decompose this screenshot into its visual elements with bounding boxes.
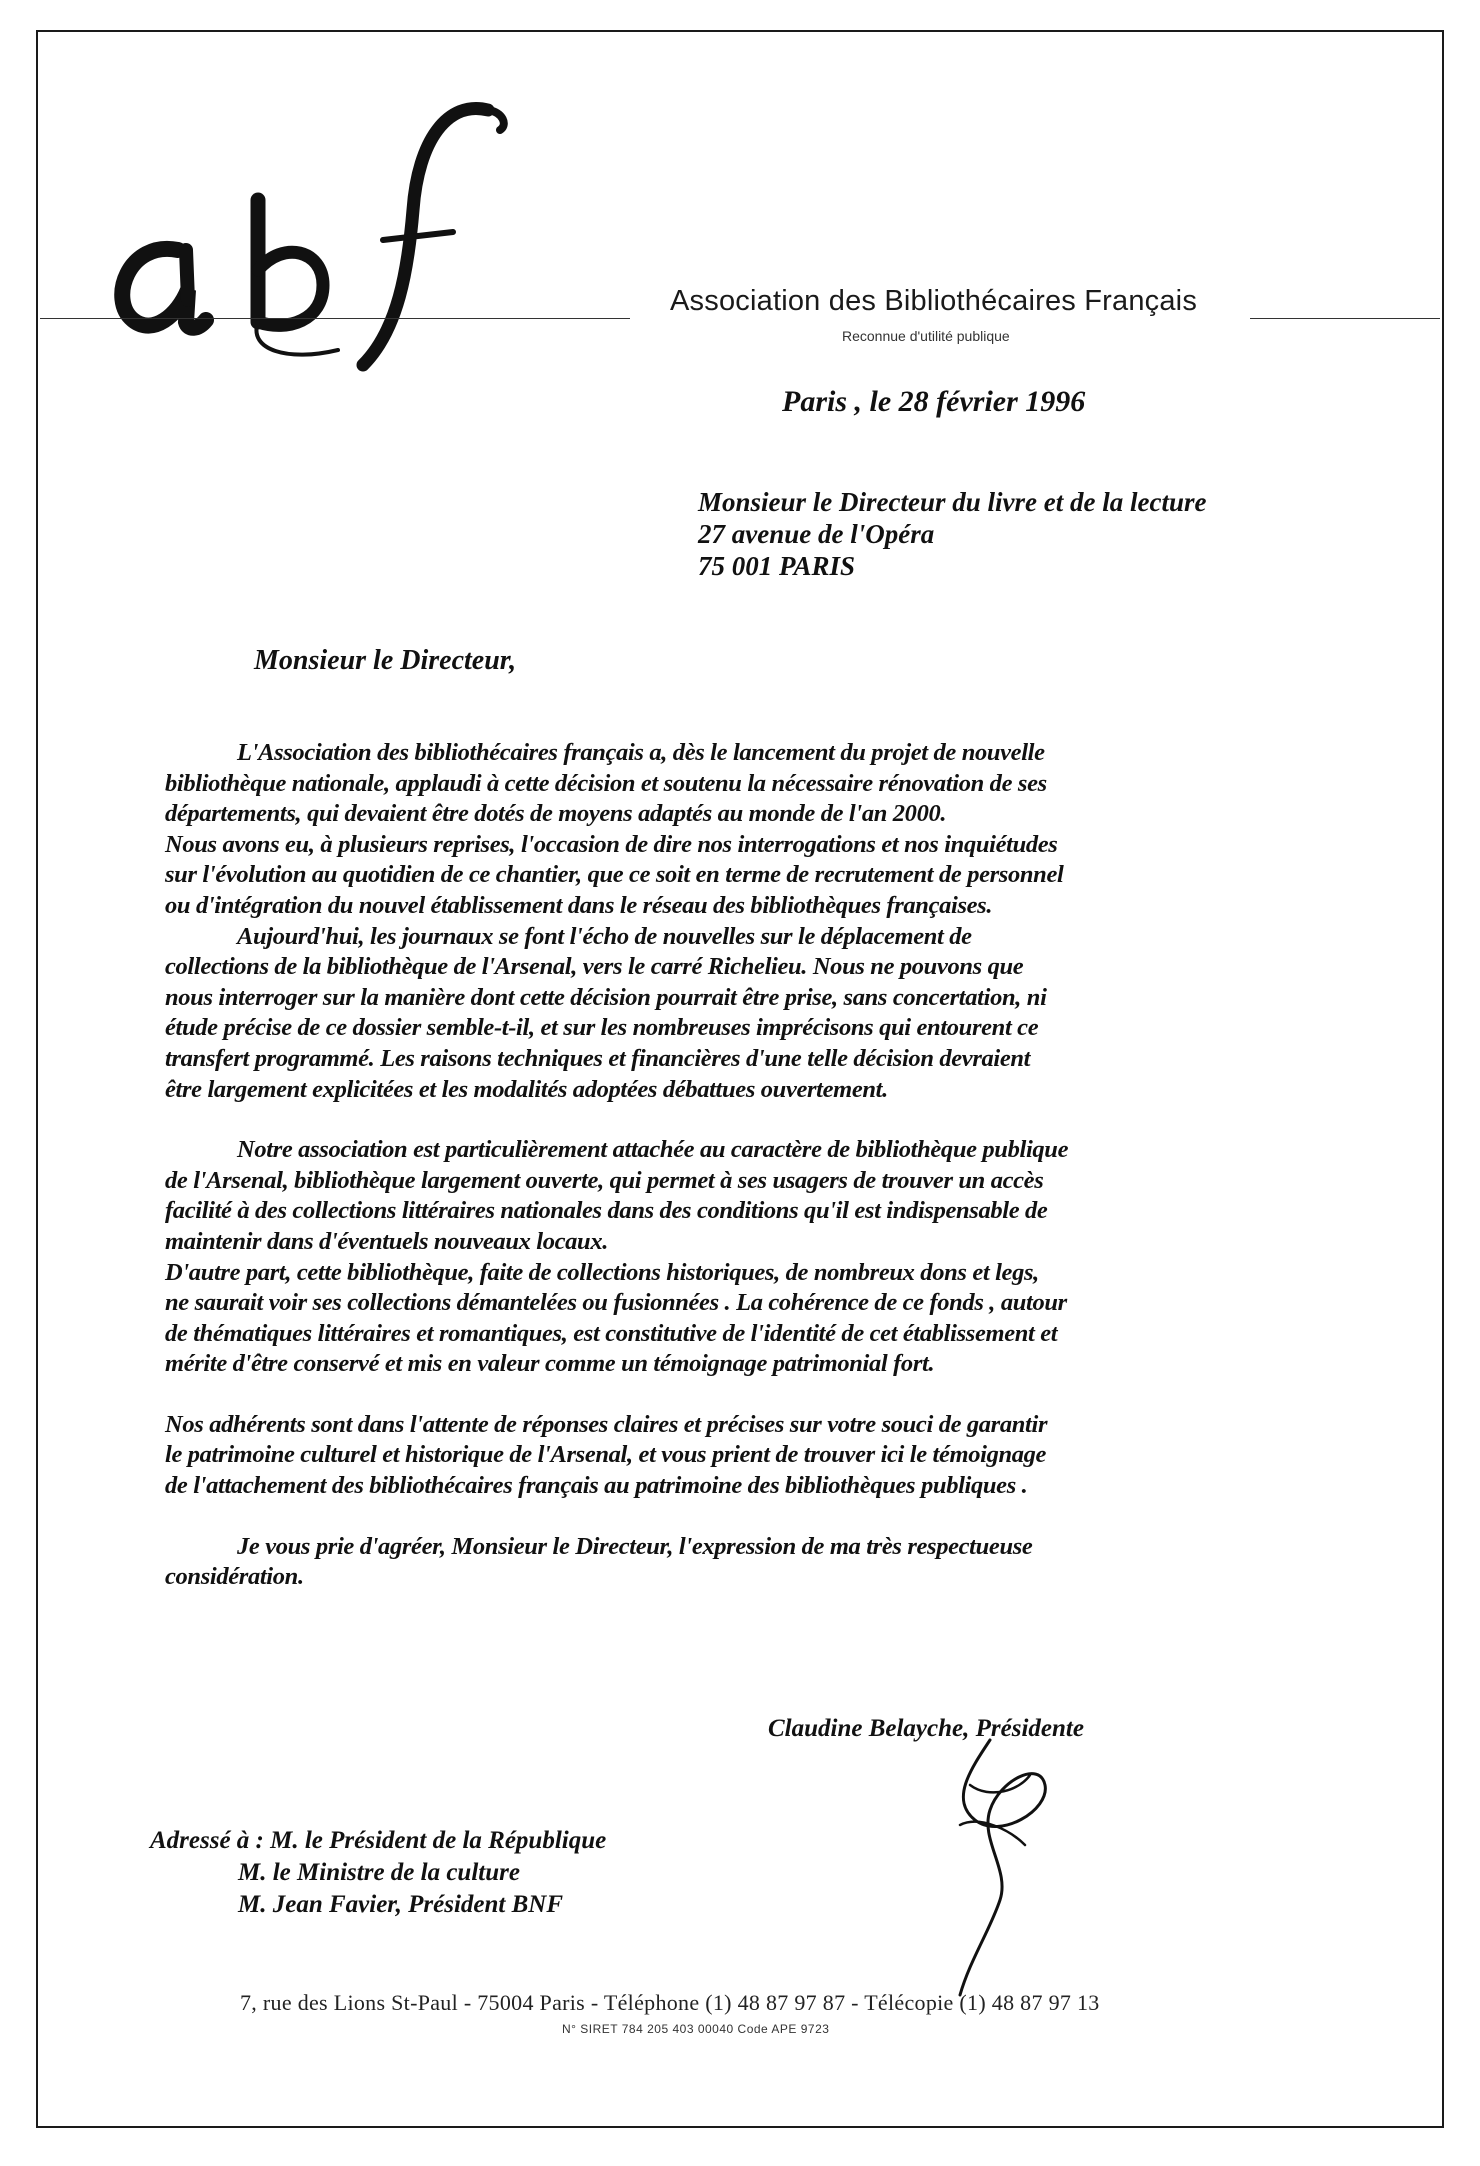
signer-name: Claudine Belayche, Présidente — [768, 1715, 1084, 1742]
footer-address: 7, rue des Lions St-Paul - 75004 Paris - Téléphone (1) 48 87 97 87 - Télécopie (1) 48 87 97 13 — [240, 1990, 1100, 2015]
addressee-block — [698, 486, 1206, 582]
body-line: Notre association est particulièrement attachée au caractère de bibliothèque publique — [237, 1136, 1069, 1164]
body-line: départements, qui devaient être dotés de moyens adaptés au monde de l'an 2000. — [165, 800, 947, 828]
body-line: considération. — [165, 1563, 304, 1591]
body-line: de thématiques littéraires et romantiques, est constitutive de l'identité de cet établissement et — [165, 1319, 1058, 1347]
body-line: Nos adhérents sont dans l'attente de réponses claires et précises sur votre souci de garantir — [165, 1410, 1048, 1438]
body-line: sur l'évolution au quotidien de ce chantier, que ce soit en terme de recrutement de personnel — [165, 861, 1064, 889]
addressee-line: Monsieur le Directeur du livre et de la lecture — [698, 487, 1207, 517]
body-line: ne saurait voir ses collections démantelées ou fusionnées . La cohérence de ce fonds , autour — [165, 1289, 1067, 1317]
paragraph-gap — [165, 1105, 1290, 1135]
date-line: Paris , le 28 février 1996 — [782, 385, 1086, 418]
letter-body — [165, 738, 1290, 1593]
abf-logo — [108, 100, 668, 380]
body-line: Aujourd'hui, les journaux se font l'écho de nouvelles sur le déplacement de — [237, 922, 972, 950]
body-line: Nous avons eu, à plusieurs reprises, l'occasion de dire nos interrogations et nos inquiétudes — [165, 830, 1058, 858]
body-line: mérite d'être conservé et mis en valeur comme un témoignage patrimonial fort. — [165, 1350, 935, 1378]
addressee-line: 75 001 PARIS — [698, 551, 856, 581]
body-line: de l'Arsenal, bibliothèque largement ouverte, qui permet à ses usagers de trouver un accès — [165, 1166, 1044, 1194]
letterhead-rule-right — [1250, 318, 1440, 319]
cc-line: M. Jean Favier, Président BNF — [238, 1891, 564, 1918]
body-line: étude précise de ce dossier semble-t-il, et sur les nombreuses imprécisons qui entourent ce — [165, 1014, 1039, 1042]
paragraph-gap — [165, 1380, 1290, 1410]
letterhead-rule-left — [40, 318, 630, 319]
body-line: le patrimoine culturel et historique de l'Arsenal, et vous prient de trouver ici le témoignage — [165, 1441, 1047, 1469]
paragraph-gap — [165, 1502, 1290, 1532]
copy-recipients — [150, 1825, 606, 1921]
handwritten-signature — [930, 1730, 1090, 2000]
body-line: transfert programmé. Les raisons techniques et financières d'une telle décision devraient — [165, 1044, 1031, 1072]
body-line: D'autre part, cette bibliothèque, faite de collections historiques, de nombreux dons et legs, — [165, 1258, 1039, 1286]
body-line: Je vous prie d'agréer, Monsieur le Directeur, l'expression de ma très respectueuse — [237, 1532, 1033, 1560]
body-line: maintenir dans d'éventuels nouveaux locaux. — [165, 1227, 609, 1255]
salutation: Monsieur le Directeur, — [254, 645, 517, 676]
body-line: de l'attachement des bibliothécaires français au patrimoine des bibliothèques publiques . — [165, 1472, 1028, 1500]
body-line: être largement explicitées et les modalités adoptées débattues ouvertement. — [165, 1075, 888, 1103]
footer-registration: N° SIRET 784 205 403 00040 Code APE 9723 — [562, 2022, 830, 2036]
addressee-line: 27 avenue de l'Opéra — [698, 519, 935, 549]
body-line: bibliothèque nationale, applaudi à cette décision et soutenu la nécessaire rénovation de ses — [165, 769, 1047, 797]
cc-line: M. le Ministre de la culture — [238, 1859, 520, 1886]
body-line: collections de la bibliothèque de l'Arsenal, vers le carré Richelieu. Nous ne pouvons que — [165, 953, 1024, 981]
org-subtitle: Reconnue d'utilité publique — [842, 328, 1010, 344]
body-line: ou d'intégration du nouvel établissement dans le réseau des bibliothèques françaises. — [165, 891, 993, 919]
body-line: nous interroger sur la manière dont cette décision pourrait être prise, sans concertation, ni — [165, 983, 1047, 1011]
cc-line: Adressé à : M. le Président de la République — [150, 1827, 607, 1854]
org-name: Association des Bibliothécaires Français — [670, 285, 1198, 317]
body-line: facilité à des collections littéraires nationales dans des conditions qu'il est indispensable de — [165, 1197, 1048, 1225]
body-line: L'Association des bibliothécaires français a, dès le lancement du projet de nouvelle — [237, 739, 1045, 766]
